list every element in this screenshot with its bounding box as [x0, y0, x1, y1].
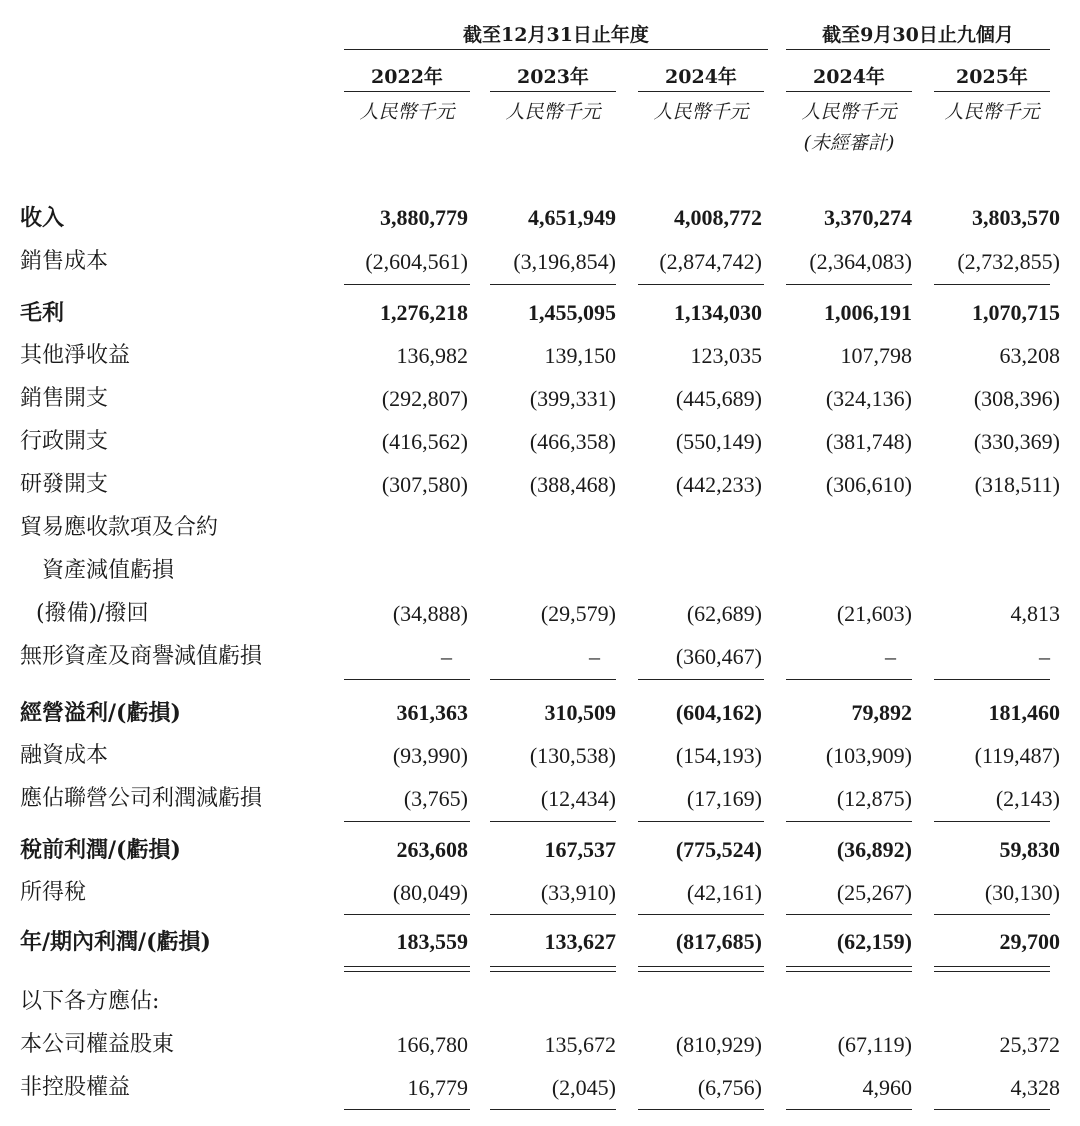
cell: – [1039, 644, 1050, 669]
cell: (416,562) [381, 429, 468, 454]
cell: 25,372 [999, 1032, 1060, 1057]
row-label: 銷售開支 [20, 386, 112, 411]
cell: 29,700 [999, 929, 1060, 954]
cell: (33,910) [540, 880, 616, 905]
unit-2022: 人民幣千元 [359, 101, 455, 123]
cell: (67,119) [837, 1032, 912, 1057]
cell: 133,627 [544, 929, 616, 954]
cell: (29,579) [540, 601, 616, 626]
cell: (119,487) [974, 743, 1060, 768]
cell: (3,765) [403, 786, 468, 811]
row-label: 融資成本 [20, 743, 112, 768]
cell: 136,982 [396, 343, 468, 368]
cell: (445,689) [675, 386, 762, 411]
cell: (130,538) [529, 743, 616, 768]
cell: (3,196,854) [513, 249, 616, 274]
cell: 135,672 [544, 1032, 616, 1057]
row-label: 收入 [20, 205, 68, 231]
cell: 1,006,191 [824, 300, 912, 325]
cell: (154,193) [675, 743, 762, 768]
row-label: 貿易應收款項及合約 [20, 515, 222, 540]
cell: (21,603) [836, 601, 912, 626]
cell: 310,509 [544, 700, 616, 725]
header-group-nine-months: 截至9月30日止九個月 [822, 24, 1014, 46]
cell: (36,892) [836, 837, 912, 862]
cell: (12,434) [540, 786, 616, 811]
row-rnd-expenses [0, 465, 1080, 505]
cell: (2,143) [995, 786, 1060, 811]
header-group-year: 截至12月31日止年度 [463, 24, 649, 46]
row-label: 行政開支 [20, 429, 112, 454]
cell: 4,651,949 [528, 205, 616, 230]
cell: 181,460 [988, 700, 1060, 725]
header-year-2023: 2023年 [517, 66, 589, 88]
row-gross-profit [0, 293, 1080, 333]
header-year-2022: 2022年 [371, 66, 443, 88]
cell: 123,035 [690, 343, 762, 368]
cell: 1,134,030 [674, 300, 762, 325]
cell: 107,798 [840, 343, 912, 368]
cell: (324,136) [825, 386, 912, 411]
cell: (42,161) [686, 880, 762, 905]
cell: (318,511) [974, 472, 1060, 497]
cell: (466,358) [529, 429, 616, 454]
cell: (80,049) [392, 880, 468, 905]
cell: (550,149) [675, 429, 762, 454]
row-label: 銷售成本 [20, 249, 112, 274]
cell: 4,813 [1010, 601, 1060, 626]
cell: 166,780 [396, 1032, 468, 1057]
unaudited-note: (未經審計) [803, 132, 895, 154]
header-year-2024-nine: 2024年 [813, 66, 885, 88]
cell: (17,169) [686, 786, 762, 811]
row-label: 其他淨收益 [20, 343, 134, 368]
cell: (25,267) [836, 880, 912, 905]
cell: – [589, 644, 600, 669]
cell: (2,732,855) [957, 249, 1060, 274]
row-label: 經營溢利/(虧損) [20, 700, 185, 726]
cell: (775,524) [675, 837, 762, 862]
cell: (399,331) [529, 386, 616, 411]
row-intangible-impairment [0, 637, 1080, 677]
cell: (810,929) [675, 1032, 762, 1057]
cell: (2,604,561) [365, 249, 468, 274]
unit-2025: 人民幣千元 [944, 101, 1040, 123]
row-selling-expenses [0, 379, 1080, 419]
cell: (442,233) [675, 472, 762, 497]
cell: (604,162) [675, 700, 762, 725]
row-revenue [0, 198, 1080, 238]
cell: – [441, 644, 452, 669]
cell: (2,364,083) [809, 249, 912, 274]
cell: 16,779 [407, 1075, 468, 1100]
cell: (307,580) [381, 472, 468, 497]
row-label: 無形資產及商譽減值虧損 [20, 644, 266, 669]
cell: 3,880,779 [380, 205, 468, 230]
cell: 263,608 [396, 837, 468, 862]
cell: (62,689) [686, 601, 762, 626]
row-label: 本公司權益股東 [20, 1032, 178, 1057]
cell: 3,370,274 [824, 205, 912, 230]
cell: 1,455,095 [528, 300, 616, 325]
cell: (381,748) [825, 429, 912, 454]
cell: 3,803,570 [972, 205, 1060, 230]
cell: 139,150 [544, 343, 616, 368]
row-profit-for-period [0, 922, 1080, 962]
cell: 361,363 [396, 700, 468, 725]
row-label: 年/期內利潤/(虧損) [20, 929, 215, 955]
cell: (12,875) [836, 786, 912, 811]
row-label: 所得稅 [20, 880, 90, 905]
row-equity-shareholders [0, 1025, 1080, 1065]
header-year-2024: 2024年 [665, 66, 737, 88]
cell: 183,559 [396, 929, 468, 954]
cell: (817,685) [675, 929, 762, 954]
row-impairment-provision [0, 594, 1080, 634]
cell: (34,888) [392, 601, 468, 626]
cell: (308,396) [973, 386, 1060, 411]
unit-2024: 人民幣千元 [653, 101, 749, 123]
row-impairment-line1 [0, 508, 1080, 548]
unit-2024-nine: 人民幣千元 [801, 101, 897, 123]
cell: 4,328 [1010, 1075, 1060, 1100]
row-associates-share [0, 779, 1080, 819]
cell: 59,830 [999, 837, 1060, 862]
cell: (2,874,742) [659, 249, 762, 274]
cell: 79,892 [851, 700, 912, 725]
row-label: 毛利 [20, 300, 68, 326]
cell: 63,208 [999, 343, 1060, 368]
cell: (103,909) [825, 743, 912, 768]
row-label: 資產減值虧損 [42, 558, 178, 583]
unit-2023: 人民幣千元 [505, 101, 601, 123]
row-income-tax [0, 873, 1080, 913]
row-admin-expenses [0, 422, 1080, 462]
row-label: 應佔聯營公司利潤減虧損 [20, 786, 266, 811]
cell: – [885, 644, 896, 669]
cell: (388,468) [529, 472, 616, 497]
cell: (292,807) [381, 386, 468, 411]
row-label: 以下各方應佔: [20, 989, 163, 1014]
cell: (62,159) [836, 929, 912, 954]
row-label: 非控股權益 [20, 1075, 134, 1100]
cell: (30,130) [984, 880, 1060, 905]
cell: 1,070,715 [972, 300, 1060, 325]
row-non-controlling-interests [0, 1068, 1080, 1108]
row-operating-profit [0, 693, 1080, 733]
cell: 167,537 [544, 837, 616, 862]
cell: (6,756) [697, 1075, 762, 1100]
cell: (93,990) [392, 743, 468, 768]
cell: 4,960 [862, 1075, 912, 1100]
cell: 4,008,772 [674, 205, 762, 230]
cell: (306,610) [825, 472, 912, 497]
cell: (330,369) [973, 429, 1060, 454]
row-label: 稅前利潤/(虧損) [20, 837, 185, 863]
cell: 1,276,218 [380, 300, 468, 325]
row-impairment-line2 [0, 551, 1080, 591]
cell: (360,467) [675, 644, 762, 669]
row-finance-costs [0, 736, 1080, 776]
row-cost-of-sales [0, 242, 1080, 282]
row-attributable-heading [0, 982, 1080, 1022]
cell: (2,045) [551, 1075, 616, 1100]
row-label: (撥備)/撥回 [36, 601, 153, 626]
row-other-net-income [0, 336, 1080, 376]
header-year-2025: 2025年 [956, 66, 1028, 88]
row-profit-before-tax [0, 830, 1080, 870]
row-label: 研發開支 [20, 472, 112, 497]
